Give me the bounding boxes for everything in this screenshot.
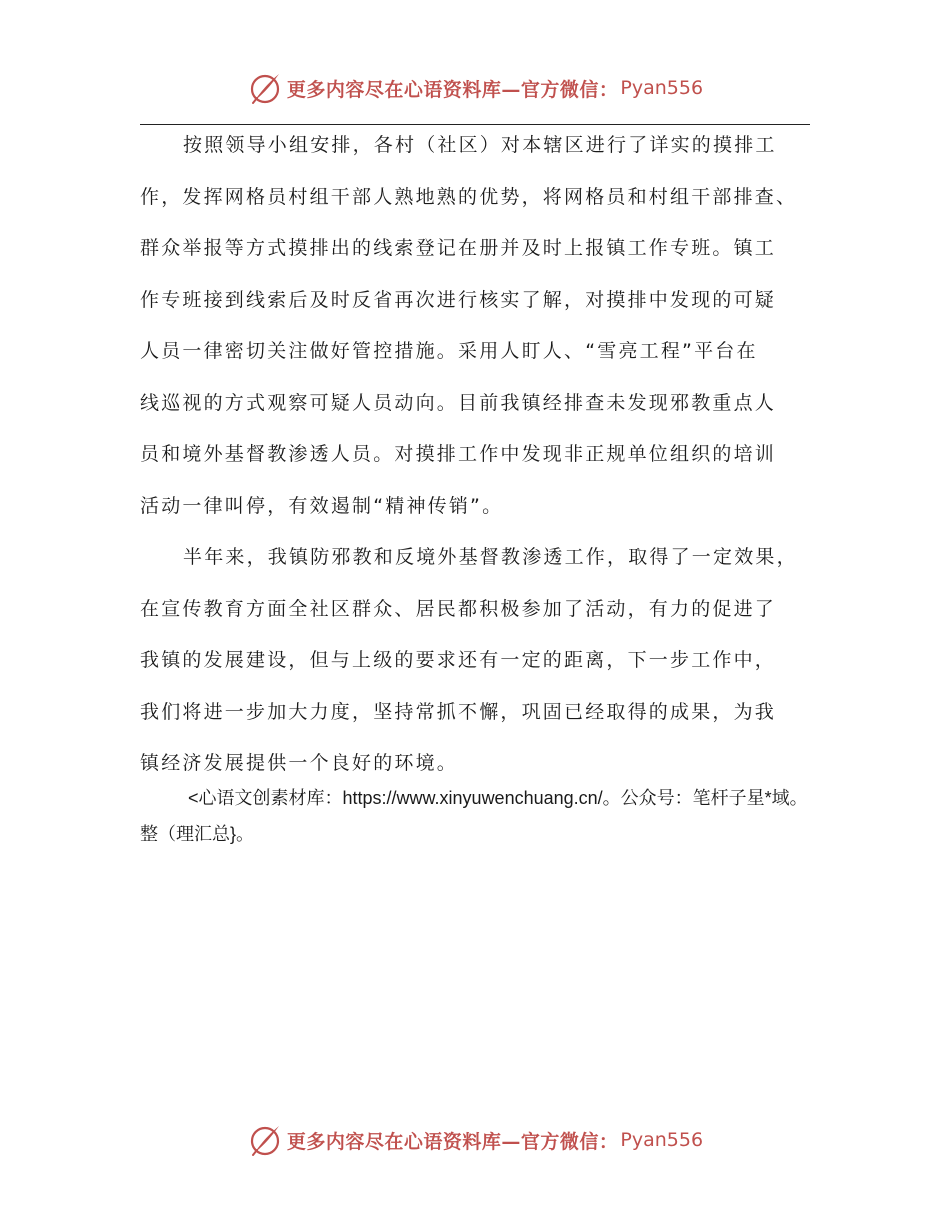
text-line: 按照领导小组安排，各村（社区）对本辖区进行了详实的摸排工 xyxy=(183,134,777,156)
paragraph xyxy=(140,532,820,790)
text-line: 在宣传教育方面全社区群众、居民都积极参加了活动，有力的促进了 xyxy=(140,597,777,620)
source-note-line: 整（理汇总}。 xyxy=(140,824,255,844)
text-line: 我镇的发展建设，但与上级的要求还有一定的距离，下一步工作中， xyxy=(140,649,777,671)
text-line: 线巡视的方式观察可疑人员动向。目前我镇经排查未发现邪教重点人 xyxy=(140,391,777,414)
text-line: 群众举报等方式摸排出的线索登记在册并及时上报镇工作专班。镇工 xyxy=(140,237,777,259)
banner-handle: Pyan556 xyxy=(620,77,704,99)
paragraph xyxy=(140,120,820,532)
banner-text: 更多内容尽在心语资料库—官方微信： xyxy=(286,1130,619,1153)
quill-pen-logo-icon xyxy=(247,1122,283,1158)
text-line: 作，发挥网格员村组干部人熟地熟的优势，将网格员和村组干部排查、 xyxy=(140,185,798,208)
header-banner xyxy=(0,68,950,108)
banner-handle: Pyan556 xyxy=(620,1129,704,1151)
text-line: 员和境外基督教渗透人员。对摸排工作中发现非正规单位组织的培训 xyxy=(140,443,777,465)
quill-pen-logo-icon xyxy=(247,70,283,106)
text-line: 半年来，我镇防邪教和反境外基督教渗透工作，取得了一定效果， xyxy=(183,546,798,568)
text-line: 人员一律密切关注做好管控措施。采用人盯人、“雪亮工程”平台在 xyxy=(140,340,758,362)
text-line: 活动一律叫停，有效遏制“精神传销”。 xyxy=(140,494,504,517)
text-line: 作专班接到线索后及时反省再次进行核实了解，对摸排中发现的可疑 xyxy=(140,288,777,311)
source-note-line: <心语文创素材库：https://www.xinyuwenchuang.cn/。公众号：笔杆子星*域。 xyxy=(188,788,808,808)
banner-text: 更多内容尽在心语资料库—官方微信： xyxy=(286,78,619,101)
text-line: 镇经济发展提供一个良好的环境。 xyxy=(140,752,459,774)
text-line: 我们将进一步加大力度，坚持常抓不懈，巩固已经取得的成果，为我 xyxy=(140,700,777,723)
document-body xyxy=(140,120,820,790)
source-note xyxy=(140,780,830,852)
footer-banner xyxy=(0,1120,950,1160)
